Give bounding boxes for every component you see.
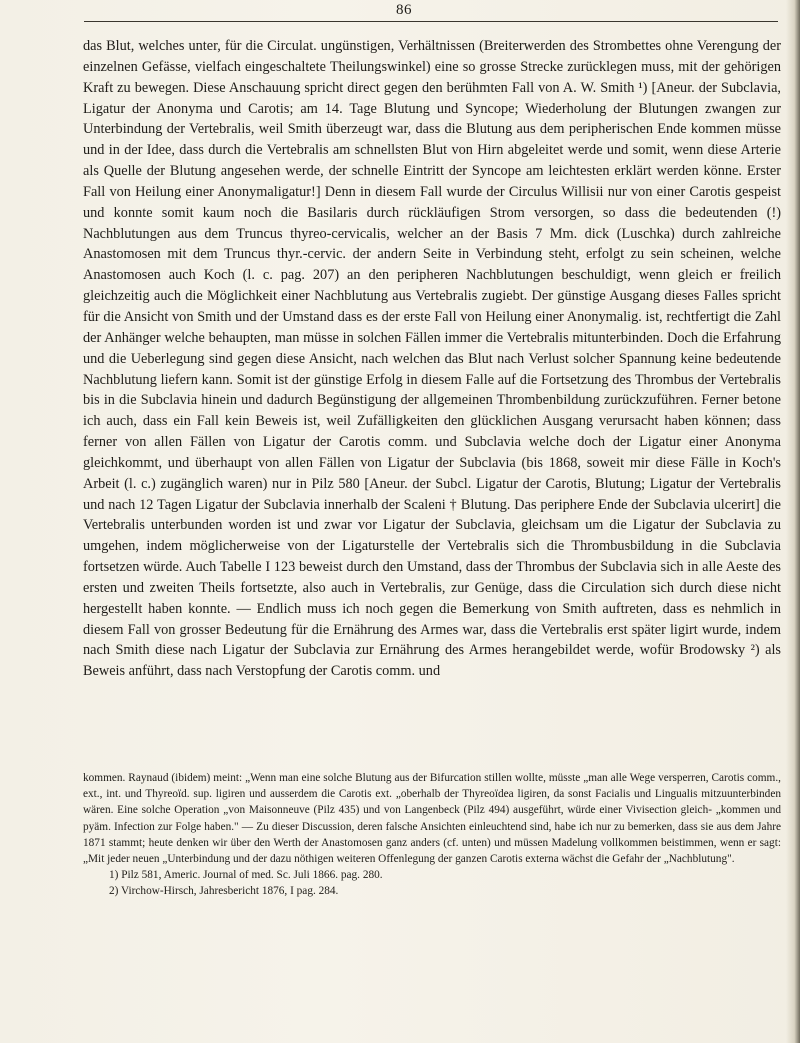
footnote-continuation: kommen. Raynaud (ibidem) meint: „Wenn man eine solche Blutung aus der Bifurcation stillen wollte, müsste „man alle Wege versperren, Carotis comm., ext., int. und Thyreoïd. sup. ligiren und ausserdem die Carotis ext. „oberhalb der Thyreoïdea ligiren, da sonst Facialis und Lingualis mitzuunterbinden wären. Eine solche Operation „von Maisonneuve (Pilz 435) und von Langenbeck (Pilz 494) ausgeführt, würde einer Vivisection gleich- „kommen und pyäm. Infection zur Folge haben." — Zu dieser Discussion, deren falsche Ansichten einleuchtend sind, habe ich nur zu bemerken, dass sie aus dem Jahre 1871 stammt; heute denken wir über den Werth der Anastomosen ganz anders (cf. unten) und müssen Madelung vollkommen beistimmen, wenn er sagt: „Mit jeder neuen „Unterbindung und der dazu nöthigen weiteren Offenlegung der ganzen Carotis externa wächst die Gefahr der „Nachblutung". <box>83 772 781 866</box>
page-number: 86 <box>396 2 412 18</box>
footnote-reference-2: 2) Virchow-Hirsch, Jahresbericht 1876, I pag. 284. <box>109 885 339 898</box>
body-paragraph: das Blut, welches unter, für die Circulat. ungünstigen, Verhältnissen (Breiterwerden des Strombettes ohne Verengung der einzelnen Gefässe, vielfach eingeschaltete Theilungswinkel) eine so grosse Strecke zurücklegen muss, mit der gehörigen Kraft zu bewegen. Diese Anschauung spricht direct gegen den berühmten Fall von A. W. Smith ¹) [Aneur. der Subclavia, Ligatur der Anonyma und Carotis; am 14. Tage Blutung und Syncope; Wiederholung der Blutungen zwangen zur Unterbindung der Vertebralis, weil Smith überzeugt war, dass die Blutung aus dem peripherischen Ende kommen müsse und in der Idee, dass durch die Vertebralis am schnellsten Blut von Hirn abgeleitet werde und somit, wenn diese Arterie als Quelle der Blutung angesehen werde, der schnelle Eintritt der Syncope am leichtesten erklärt werden könne. Erster Fall von Heilung einer Anonymaligatur!] Denn in diesem Fall wurde der Circulus Willisii nur von einer Carotis gespeist und konnte somit kaum noch die Basilaris durch rückläufigen Strom versorgen, so dass die bedeutenden (!) Nachblutungen aus dem Truncus thyreo-cervicalis, welcher an der Basis 7 Mm. dick (Luschka) durch zahlreiche Anastomosen mit dem Truncus thyr.-cervic. der andern Seite in Verbindung steht, erfolgt zu sein scheinen, welche Anastomosen auch Koch (l. c. pag. 207) an den peripheren Nachblutungen beschuldigt, wenn gleich er freilich gleichzeitig auch die Möglichkeit einer Nachblutung aus Vertebralis zugiebt. Der günstige Ausgang dieses Falles spricht für die Ansicht von Smith und der Umstand dass es der erste Fall von Heilung einer Anonymalig. ist, rechtfertigt die Zahl der Anhänger welche behaupten, man müsse in solchen Fällen immer die Vertebralis mitunterbinden. Doch die Erfahrung und die Ueberlegung sind gegen diese Ansicht, nach welchen das Blut nach Verlust solcher Spannung keine bedeutende Nachblutung liefern kann. Somit ist der günstige Erfolg in diesem Falle auf die Fortsetzung des Thrombus der Vertebralis bis in die Subclavia hinein und dadurch Begünstigung der allgemeinen Thrombenbildung zurückzuführen. Ferner betone ich auch, dass ein Fall kein Beweis ist, weil Zufälligkeiten den glücklichen Ausgang verursacht haben können; dass ferner von allen Fällen von Ligatur der Carotis comm. und Subclavia welche doch der Ligatur einer Anonyma gleichkommt, und überhaupt von allen Fällen von Ligatur der Subclavia (bis 1868, soweit mir diese Fälle in Koch's Arbeit (l. c.) zugänglich waren) nur in Pilz 580 [Aneur. der Subcl. Ligatur der Carotis, Blutung; Ligatur der Vertebralis und nach 12 Tagen Ligatur der Subclavia innerhalb der Scaleni † Blutung. Das periphere Ende der Subclavia ulcerirt] die Vertebralis unterbunden worden ist und zwar vor Ligatur der Subclavia, gleichsam um die Ligatur der Subclavia zu umgehen, indem möglicherweise von der Ligaturstelle der Vertebralis sich die Thrombusbildung in die Subclavia fortsetzen würde. Auch Tabelle I 123 beweist durch den Umstand, dass der Thrombus der Subclavia sich in alle Aeste des ersten und zweiten Theils fortsetzte, also auch in Vertebralis, zur Genüge, dass die Circulation sich durch diese nicht hergestellt haben konnte. — Endlich muss ich noch gegen die Bemerkung von Smith auftreten, dass es nehmlich in diesem Fall von grosser Bedeutung für die Ernährung des Armes war, dass die Vertebralis erst später ligirt wurde, indem nach Smith diese nach Ligatur der Subclavia zur Ernährung des Armes herangebildet werde, wofür Brodowsky ²) als Beweis anführt, dass nach Verstopfung der Carotis comm. und <box>83 38 781 680</box>
footnotes <box>83 770 781 900</box>
body-text <box>83 36 781 682</box>
page-edge-shadow <box>786 0 800 1043</box>
footnote-reference-1: 1) Pilz 581, Americ. Journal of med. Sc. Juli 1866. pag. 280. <box>109 869 383 882</box>
header-rule <box>84 21 778 22</box>
